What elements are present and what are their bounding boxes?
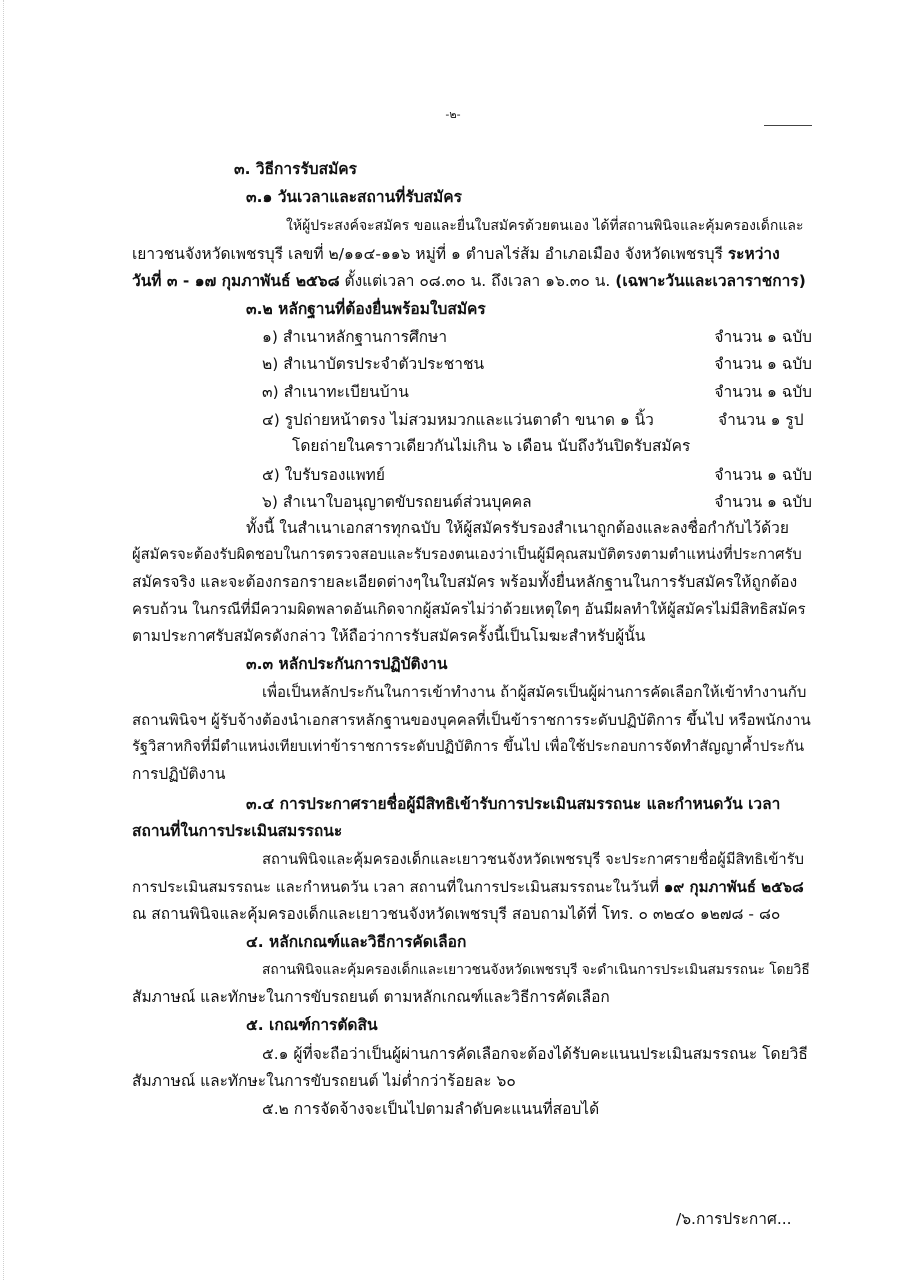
announcement-date: ๑๙ กุมภาพันธ์ ๒๕๖๘ [663,878,804,896]
document-item-label: ๔) รูปถ่ายหน้าตรง ไม่สวมหมวกและแว่นตาดำ ขนาด ๑ นิ้ว [262,411,654,429]
guarantee-paragraph-line: การปฏิบัติงาน [132,765,226,783]
document-item-label: ๒) สำเนาบัตรประจำตัวประชาชน [262,355,485,373]
scan-edge-line [3,0,5,1280]
document-item-qty: จำนวน ๑ ฉบับ [714,493,812,511]
section-3-4-title-line-1: ๓.๔ การประกาศรายชื่อผู้มีสิทธิเข้ารับการประเมินสมรรถนะ และกำหนดวัน เวลา [246,795,781,813]
section-3-1-line-1: ให้ผู้ประสงค์จะสมัคร ขอและยื่นใบสมัครด้วยตนเอง ได้ที่สถานพินิจและคุ้มครองเด็กและ [286,218,804,234]
document-item-qty: จำนวน ๑ ฉบับ [714,355,812,373]
section-5-1-line-2: สัมภาษณ์ และทักษะในการขับรถยนต์ ไม่ต่ำกว่าร้อยละ ๖๐ [132,1072,516,1090]
guarantee-paragraph-line: เพื่อเป็นหลักประกันในการเข้าทำงาน ถ้าผู้สมัครเป็นผู้ผ่านการคัดเลือกให้เข้าทำงานกับ [262,683,807,701]
certification-paragraph-line: สมัครจริง และจะต้องกรอกรายละเอียดต่างๆในใบสมัคร พร้อมทั้งยื่นหลักฐานในการรับสมัครให้ถูกต้อง [132,573,798,591]
section-5-title: ๕. เกณฑ์การตัดสิน [246,1016,378,1034]
section-4-line-1: สถานพินิจและคุ้มครองเด็กและเยาวชนจังหวัดเพชรบุรี จะดำเนินการประเมินสมรรถนะ โดยวิธี [262,962,810,978]
document-item-label: ๕) ใบรับรองแพทย์ [262,466,385,484]
certification-paragraph-line: ทั้งนี้ ในสำเนาเอกสารทุกฉบับ ให้ผู้สมัครรับรองสำเนาถูกต้องและลงชื่อกำกับไว้ด้วย [246,519,789,537]
section-5-1-line-1: ๕.๑ ผู้ที่จะถือว่าเป็นผู้ผ่านการคัดเลือกจะต้องได้รับคะแนนประเมินสมรรถนะ โดยวิธี [262,1045,808,1063]
announcement-line-1: สถานพินิจและคุ้มครองเด็กและเยาวชนจังหวัดเพชรบุรี จะประกาศรายชื่อผู้มีสิทธิเข้ารับ [262,851,804,868]
section-3-title: ๓. วิธีการรับสมัคร [234,160,357,178]
certification-paragraph-line: ผู้สมัครจะต้องรับผิดชอบในการตรวจสอบและรับรองตนเองว่าเป็นผู้มีคุณสมบัติตรงตามตำแหน่งที่ประกาศรับ [132,546,802,563]
photo-requirement-note: โดยถ่ายในคราวเดียวกันไม่เกิน ๖ เดือน นับถึงวันปิดรับสมัคร [292,437,691,455]
section-3-1-title: ๓.๑ วันเวลาและสถานที่รับสมัคร [246,188,462,206]
application-period: วันที่ ๓ - ๑๗ กุมภาพันธ์ ๒๕๖๘ [132,272,340,290]
announcement-line-2 [132,876,812,898]
document-item-label: ๖) สำเนาใบอนุญาตขับรถยนต์ส่วนบุคคล [262,493,532,511]
section-4-line-2: สัมภาษณ์ และทักษะในการขับรถยนต์ ตามหลักเกณฑ์และวิธีการคัดเลือก [132,988,610,1006]
section-4-title: ๔. หลักเกณฑ์และวิธีการคัดเลือก [246,933,467,951]
document-item-qty: จำนวน ๑ ฉบับ [714,328,812,346]
document-item-label: ๓) สำเนาทะเบียนบ้าน [262,383,409,401]
guarantee-paragraph-line: สถานพินิจฯ ผู้รับจ้างต้องนำเอกสารหลักฐานของบุคคลที่เป็นข้าราชการระดับปฏิบัติการ ขึ้นไป หรือพนักงาน [132,711,811,729]
section-3-1-line-2-text: เยาวชนจังหวัดเพชรบุรี เลขที่ ๒/๑๑๔-๑๑๖ หมู่ที่ ๑ ตำบลไร่ส้ม อำเภอเมือง จังหวัดเพชรบุรี [132,245,723,263]
application-hours: ตั้งแต่เวลา ๐๘.๓๐ น. ถึงเวลา ๑๖.๓๐ น. [344,272,611,290]
document-item-label: ๑) สำเนาหลักฐานการศึกษา [262,328,448,346]
section-3-4-title-line-2: สถานที่ในการประเมินสมรรถนะ [132,822,343,840]
certification-paragraph-line: ตามประกาศรับสมัครดังกล่าว ให้ถือว่าการรับสมัครครั้งนี้เป็นโมฆะสำหรับผู้นั้น [132,627,646,645]
document-item-qty: จำนวน ๑ ฉบับ [714,383,812,401]
certification-paragraph-line: ครบถ้วน ในกรณีที่มีความผิดพลาดอันเกิดจากผู้สมัครไม่ว่าด้วยเหตุใดๆ อันมีผลทำให้ผู้สมัครไม่มีสิทธิสมัคร [132,600,806,618]
section-5-2: ๕.๒ การจัดจ้างจะเป็นไปตามลำดับคะแนนที่สอบได้ [262,1100,600,1118]
section-3-2-title: ๓.๒ หลักฐานที่ต้องยื่นพร้อมใบสมัคร [246,300,486,318]
document-item-qty: จำนวน ๑ ฉบับ [714,466,812,484]
continuation-note: /๖.การประกาศ... [676,1210,792,1228]
section-3-1-line-2-bold: ระหว่าง [727,245,780,263]
section-3-1-line-2 [132,243,812,265]
announcement-line-3: ณ สถานพินิจและคุ้มครองเด็กและเยาวชนจังหวัดเพชรบุรี สอบถามได้ที่ โทร. ๐ ๓๒๔๐ ๑๒๗๘ - ๘๐ [132,905,781,923]
page-number: -๒- [445,108,461,121]
section-3-3-title: ๓.๓ หลักประกันการปฏิบัติงาน [246,655,448,673]
section-3-1-line-3 [132,270,806,292]
office-hours-note: (เฉพาะวันและเวลาราชการ) [615,272,806,290]
document-item-qty: จำนวน ๑ รูป [718,411,804,429]
guarantee-paragraph-line: รัฐวิสาหกิจที่มีตำแหน่งเทียบเท่าข้าราชการระดับปฏิบัติการ ขึ้นไป เพื่อใช้ประกอบการจัดทำสัญญาค้ำประกัน [132,738,805,755]
announcement-line-2-text: การประเมินสมรรถนะ และกำหนดวัน เวลา สถานที่ในการประเมินสมรรถนะในวันที่ [132,878,659,896]
